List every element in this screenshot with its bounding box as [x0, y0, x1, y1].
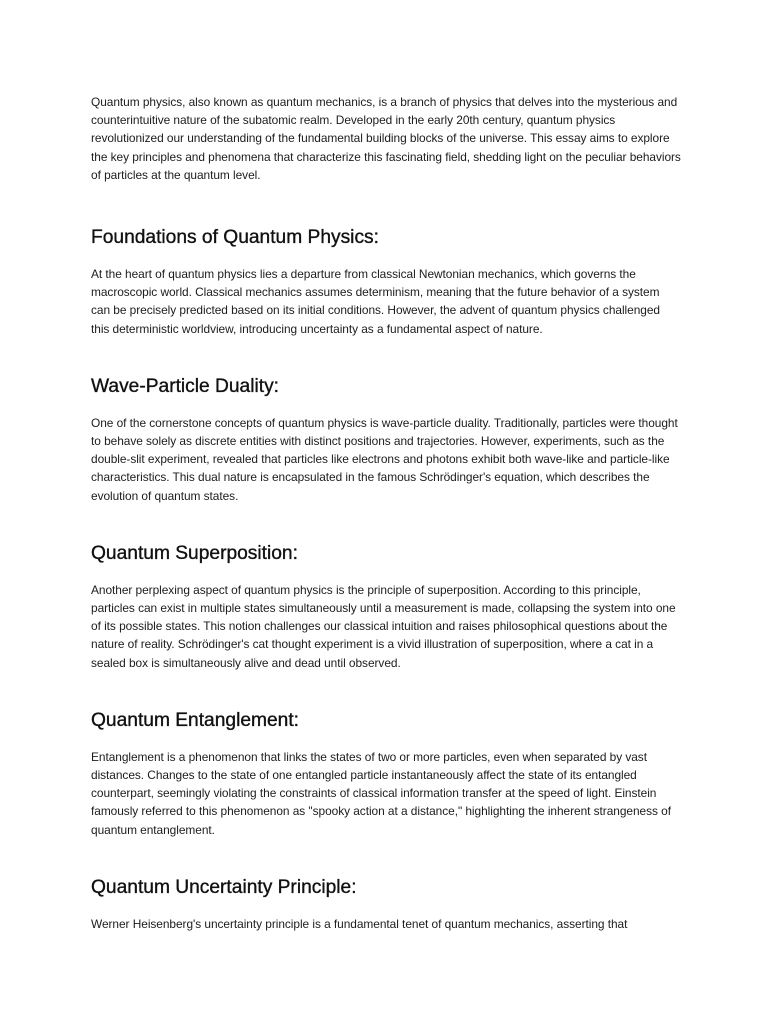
- section-paragraph-uncertainty-principle: Werner Heisenberg's uncertainty principle is a fundamental tenet of quantum mechanics, asserting that: [91, 916, 628, 931]
- section-heading-entanglement: Quantum Entanglement:: [91, 709, 299, 731]
- section-heading-wave-particle-duality: Wave-Particle Duality:: [91, 375, 280, 397]
- section-heading-superposition: Quantum Superposition:: [91, 542, 298, 564]
- section-paragraph-entanglement: Entanglement is a phenomenon that links the states of two or more particles, even when separated by vast distances. Changes to the state of one entangled particle instantaneously affect the state of its entangled counterpart, seemingly violating the constraints of classical information transfer at the speed of light. Einstein famously referred to this phenomenon as "spooky action at a distance," highlighting the inherent strangeness of quantum entanglement.: [91, 749, 671, 837]
- section-paragraph-wave-particle-duality: One of the cornerstone concepts of quantum physics is wave-particle duality. Traditionally, particles were thought to behave solely as discrete entities with distinct positions and trajectories. However, experiments, such as the double-slit experiment, revealed that particles like electrons and photons exhibit both wave-like and particle-like characteristics. This dual nature is encapsulated in the famous Schrödinger's equation, which describes the evolution of quantum states.: [91, 415, 678, 503]
- document-body: [91, 93, 681, 933]
- section-paragraph-superposition: Another perplexing aspect of quantum physics is the principle of superposition. According to this principle, particles can exist in multiple states simultaneously until a measurement is made, collapsing the system into one of its possible states. This notion challenges our classical intuition and raises philosophical questions about the nature of reality. Schrödinger's cat thought experiment is a vivid illustration of superposition, where a cat in a sealed box is simultaneously alive and dead until observed.: [91, 582, 676, 670]
- section-heading-uncertainty-principle: Quantum Uncertainty Principle:: [91, 876, 357, 898]
- intro-paragraph: Quantum physics, also known as quantum mechanics, is a branch of physics that delves into the mysterious and counterintuitive nature of the subatomic realm. Developed in the early 20th century, quantum physics revolutionized our understanding of the fundamental building blocks of the universe. This essay aims to explore the key principles and phenomena that characterize this fascinating field, shedding light on the peculiar behaviors of particles at the quantum level.: [91, 95, 681, 182]
- section-heading-foundations: Foundations of Quantum Physics:: [91, 227, 379, 249]
- section-paragraph-foundations: At the heart of quantum physics lies a departure from classical Newtonian mechanics, which governs the macroscopic world. Classical mechanics assumes determinism, meaning that the future behavior of a system can be precisely predicted based on its initial conditions. However, the advent of quantum physics challenged this deterministic worldview, introducing uncertainty as a fundamental aspect of nature.: [91, 267, 660, 336]
